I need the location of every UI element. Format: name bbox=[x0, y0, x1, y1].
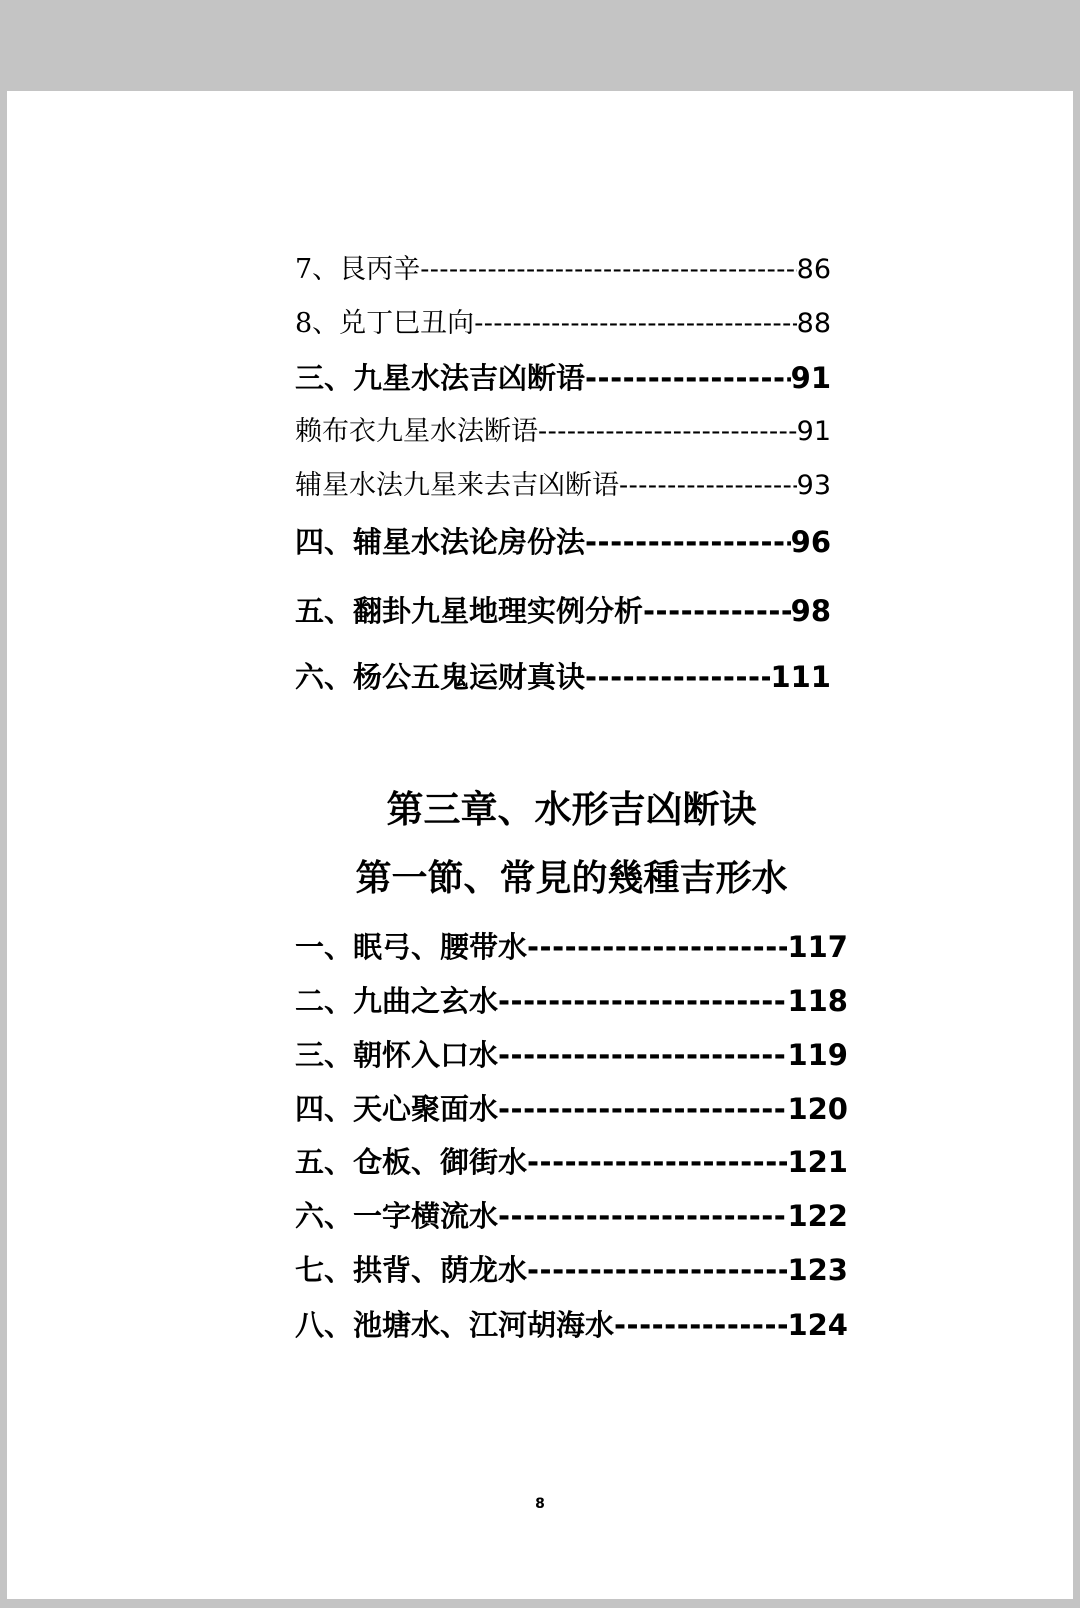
toc-entry-title: 六、一字横流水 bbox=[295, 1199, 499, 1233]
toc-leader bbox=[420, 254, 796, 285]
toc-entry bbox=[295, 409, 831, 448]
toc-entry-title: 二、九曲之玄水 bbox=[295, 984, 499, 1018]
toc-leader bbox=[474, 308, 796, 339]
toc-entry-page: 119 bbox=[787, 1038, 848, 1072]
toc-entry bbox=[295, 463, 831, 502]
toc-entry bbox=[295, 356, 831, 397]
toc-entry-page: 122 bbox=[787, 1199, 848, 1233]
toc-entry-page: 118 bbox=[787, 984, 848, 1018]
toc-entry bbox=[295, 589, 831, 630]
toc-entry-page: 96 bbox=[790, 525, 831, 559]
toc-entry-title: 四、天心聚面水 bbox=[295, 1092, 499, 1126]
toc-entry-page: 117 bbox=[787, 930, 848, 964]
toc-entry bbox=[295, 1087, 848, 1128]
toc-entry bbox=[295, 655, 831, 696]
toc-entry bbox=[295, 1303, 848, 1344]
toc-entry-title: 八、池塘水、江河胡海水 bbox=[295, 1308, 615, 1342]
toc-entry-title: 五、仓板、御街水 bbox=[295, 1145, 528, 1179]
toc-entry bbox=[295, 301, 831, 340]
toc-entry bbox=[295, 1140, 848, 1181]
toc-entry-title: 五、翻卦九星地理实例分析 bbox=[295, 594, 644, 628]
toc-entry bbox=[295, 520, 831, 561]
toc-entry-page: 98 bbox=[790, 594, 831, 628]
toc-entry-page: 91 bbox=[796, 416, 831, 447]
toc-entry-title: 三、朝怀入口水 bbox=[295, 1038, 499, 1072]
toc-entry bbox=[295, 1033, 848, 1074]
toc-entry bbox=[295, 247, 831, 286]
toc-leader bbox=[527, 1253, 787, 1287]
toc-entry-page: 124 bbox=[787, 1308, 848, 1342]
toc-entry-title: 7、艮丙辛 bbox=[295, 254, 421, 285]
toc-entry-title: 三、九星水法吉凶断语 bbox=[295, 361, 586, 395]
toc-entry-page: 121 bbox=[787, 1145, 848, 1179]
toc-entry-title: 8、兑丁巳丑向 bbox=[295, 308, 475, 339]
page-number: 8 bbox=[535, 1496, 545, 1512]
toc-leader bbox=[498, 1038, 787, 1072]
toc-leader bbox=[527, 1145, 787, 1179]
toc-leader bbox=[585, 361, 791, 395]
toc-leader bbox=[498, 1092, 787, 1126]
toc-entry-page: 120 bbox=[787, 1092, 848, 1126]
toc-entry-title: 辅星水法九星来去吉凶断语 bbox=[295, 470, 619, 501]
toc-entry-page: 91 bbox=[790, 361, 831, 395]
toc-entry-title: 赖布衣九星水法断语 bbox=[295, 416, 538, 447]
toc-entry-title: 七、拱背、荫龙水 bbox=[295, 1253, 528, 1287]
toc-entry bbox=[295, 979, 848, 1020]
toc-leader bbox=[585, 525, 791, 559]
toc-entry bbox=[295, 1248, 848, 1289]
toc-leader bbox=[538, 416, 797, 447]
toc-entry-title: 六、杨公五鬼运财真诀 bbox=[295, 660, 586, 694]
toc-entry bbox=[295, 1194, 848, 1235]
toc-entry-page: 123 bbox=[787, 1253, 848, 1287]
toc-entry-page: 93 bbox=[796, 470, 831, 501]
toc-entry-page: 111 bbox=[770, 660, 831, 694]
document-page bbox=[7, 91, 1073, 1599]
section-title: 第一節、常見的幾種吉形水 bbox=[355, 858, 788, 899]
toc-leader bbox=[498, 1199, 787, 1233]
chapter-title: 第三章、水形吉凶断诀 bbox=[386, 788, 757, 831]
toc-entry-page: 88 bbox=[796, 308, 831, 339]
toc-entry-title: 四、辅星水法论房份法 bbox=[295, 525, 586, 559]
toc-leader bbox=[527, 930, 787, 964]
toc-leader bbox=[498, 984, 787, 1018]
toc-leader bbox=[614, 1308, 787, 1342]
toc-leader bbox=[643, 594, 791, 628]
toc-entry-title: 一、眠弓、腰带水 bbox=[295, 930, 528, 964]
table-of-contents bbox=[295, 91, 848, 1599]
toc-leader bbox=[585, 660, 770, 694]
toc-leader bbox=[619, 470, 797, 501]
toc-entry-page: 86 bbox=[796, 254, 831, 285]
toc-entry bbox=[295, 925, 848, 966]
